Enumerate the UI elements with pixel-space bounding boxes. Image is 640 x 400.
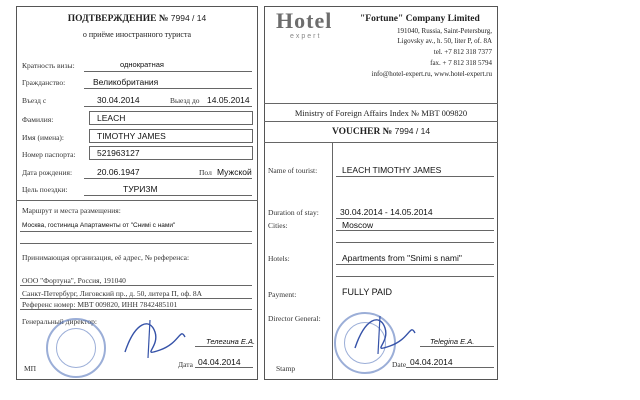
voucher-number: 7994 / 14 [394,126,431,136]
birth-date-label: Дата рождения: [22,168,73,177]
trip-purpose-label: Цель поездки: [22,185,68,194]
seal-label-ru: МП [24,364,37,373]
company-web: info@hotel-expert.ru, www.hotel-expert.ru [371,70,492,78]
hotel-logo [276,8,360,40]
exit-date-label: Выезд до [170,96,200,105]
company-address1: 191040, Russia, Saint-Petersburg, [397,27,492,35]
passport-number-label: Номер паспорта: [22,150,76,159]
stamp-label-en: Stamp [276,364,296,373]
director-label-ru: Генеральный директор: [22,317,97,326]
birth-date-value: 20.06.1947 [97,167,140,177]
company-name: "Fortune" Company Limited [360,14,480,24]
company-address2: Ligovsky av., h. 50, liter P, of. 8A [397,37,492,45]
director-label-en: Director General: [268,314,321,323]
host-org-label: Принимающая организация, её адрес, № референса: [22,253,190,262]
sex-label: Пол [199,168,212,177]
entry-date-value: 30.04.2014 [97,95,140,105]
confirmation-subtitle: о приёме иностранного туриста [82,30,192,39]
surname-label: Фамилия: [22,115,54,124]
voucher-title-label: VOUCHER № [331,127,393,137]
voucher-title [264,126,498,137]
visa-multiplicity-value: однократная [120,60,164,69]
signature-left [120,312,190,362]
hotel-logo-word: Hotel [276,8,333,33]
signature-right [350,308,420,358]
route-label: Маршрут и места размещения: [22,206,121,215]
first-name-label: Имя (имена): [22,133,64,142]
confirmation-number: 7994 / 14 [170,13,207,23]
confirmation-title [16,13,258,24]
citizenship-label: Гражданство: [22,78,66,87]
company-tel: tel. +7 812 318 7377 [433,48,492,56]
first-name-value: TIMOTHY JAMES [97,131,166,141]
passport-number-value: 521963127 [97,148,140,158]
date-label-en: Date [392,360,407,369]
tourist-name-value: LEACH TIMOTHY JAMES [342,165,442,175]
visa-multiplicity-label: Кратность визы: [22,61,75,70]
company-stamp-left [46,318,106,378]
director-name-ru: Телегина Е.А. [206,337,256,346]
cities-label: Cities: [268,221,288,230]
payment-label: Payment: [268,290,297,299]
host-org-line1: ООО "Фортуна", Россия, 191040 [22,276,126,285]
duration-label: Duration of stay: [268,208,319,217]
hotels-label: Hotels: [268,254,290,263]
cities-value: Moscow [342,220,374,230]
surname-value: LEACH [97,113,126,123]
trip-purpose-value: ТУРИЗМ [123,184,158,194]
sex-value: Мужской [217,167,252,177]
citizenship-value: Великобритания [93,77,159,87]
company-fax: fax. + 7 812 318 5794 [430,59,492,67]
host-org-line2: Санкт-Петербург, Лиговский пр., д. 50, литера П, оф. 8А [22,289,203,298]
director-name-en: Telegina E.A. [430,337,475,346]
ministry-index: Ministry of Foreign Affairs Index № MBT 009820 [294,108,468,118]
confirmation-title-label: ПОДТВЕРЖДЕНИЕ № [67,14,169,24]
hotels-value: Apartments from "Snimi s nami" [342,253,462,263]
entry-date-label: Въезд с [22,96,47,105]
route-value: Москва, гостиница Апартаменты от "Снимi с нами" [22,222,176,229]
duration-value: 30.04.2014 - 14.05.2014 [340,207,433,217]
payment-value: FULLY PAID [342,287,393,297]
date-value-ru: 04.04.2014 [198,357,241,367]
host-org-line3: Референс номер: MBT 009820, ИНН 7842485101 [22,300,178,309]
tourist-name-label: Name of tourist: [268,166,318,175]
exit-date-value: 14.05.2014 [207,95,250,105]
date-value-en: 04.04.2014 [410,357,453,367]
date-label-ru: Дата [178,360,193,369]
hotel-logo-sub: expert [290,33,322,40]
